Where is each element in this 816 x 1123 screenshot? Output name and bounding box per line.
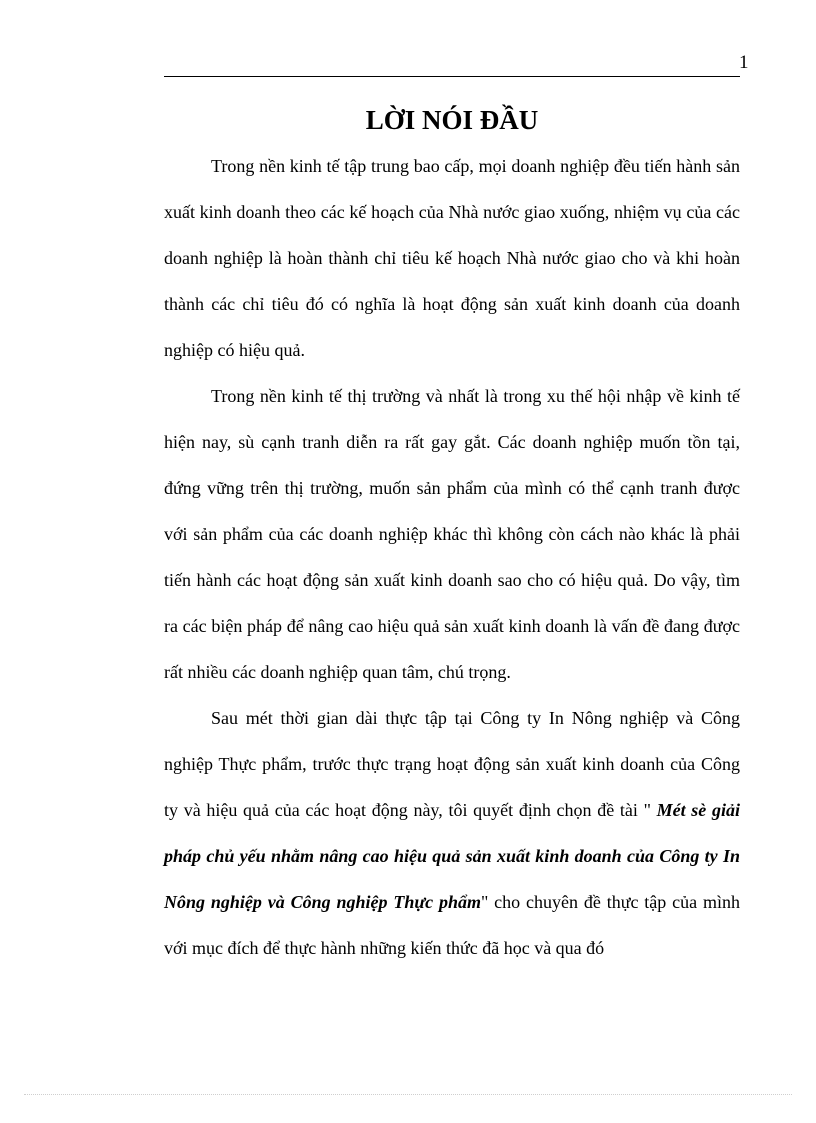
paragraph-3-intro: Sau mét thời gian dài thực tập tại Công ty In Nông nghiệp và Công nghiệp Thực phẩm, trước thực trạng hoạt động sản xuất kinh doanh của Công ty và hiệu quả của các hoạt động này, tôi quyết định chọn đề tài ": [164, 708, 740, 820]
page-title: LỜI NÓI ĐẦU: [365, 105, 539, 135]
paragraph-3: [164, 695, 740, 971]
page-bottom-rule: [24, 1094, 792, 1095]
paragraph-2: Trong nền kinh tế thị trường và nhất là trong xu thế hội nhập về kinh tế hiện nay, sù cạnh tranh diễn ra rất gay gắt. Các doanh nghiệp muốn tồn tại, đứng vững trên thị trường, muốn sản phẩm của mình có thể cạnh tranh được với sản phẩm của các doanh nghiệp khác thì không còn cách nào khác là phải tiến hành các hoạt động sản xuất kinh doanh sao cho có hiệu quả. Do vậy, tìm ra các biện pháp để nâng cao hiệu quả sản xuất kinh doanh là vấn đề đang được rất nhiều các doanh nghiệp quan tâm, chú trọng.: [164, 386, 740, 682]
document-body: [164, 143, 740, 971]
page-number: 1: [739, 52, 749, 73]
paragraph-1: Trong nền kinh tế tập trung bao cấp, mọi doanh nghiệp đều tiến hành sản xuất kinh doanh theo các kế hoạch của Nhà nước giao xuống, nhiệm vụ của các doanh nghiệp là hoàn thành chỉ tiêu kế hoạch Nhà nước giao cho và khi hoàn thành các chỉ tiêu đó có nghĩa là hoạt động sản xuất kinh doanh của doanh nghiệp có hiệu quả.: [164, 156, 740, 360]
header-rule: [164, 76, 740, 77]
thesis-topic-title: Mét sè giải pháp chủ yếu nhằm nâng cao hiệu quả sản xuất kinh doanh của Công ty In Nông nghiệp và Công nghiệp Thực phẩm: [164, 800, 740, 912]
paragraph-3-rest: " cho chuyên đề thực tập của mình với mục đích để thực hành những kiến thức đã học và qua đó: [164, 892, 740, 958]
